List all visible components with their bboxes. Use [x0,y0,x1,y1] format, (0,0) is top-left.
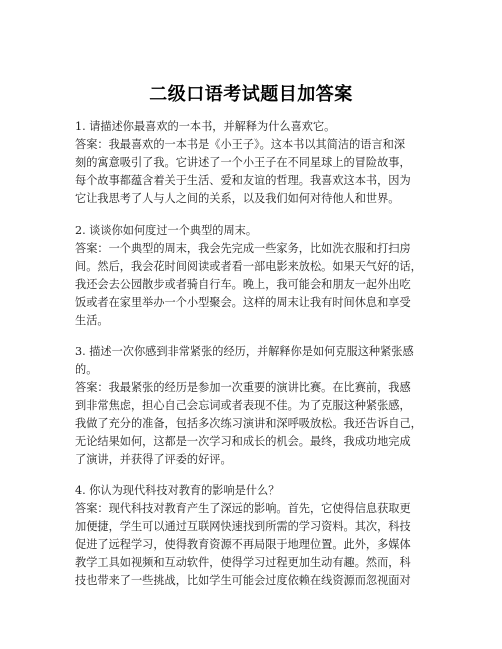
answer-line: 答案：一个典型的周末，我会先完成一些家务，比如洗衣服和打扫房 [75,242,411,255]
answer-line: 它让我思考了人与人之间的关系，以及我们如何对待他人和世界。 [75,192,400,205]
answer-line: 间。然后，我会花时间阅读或者看一部电影来放松。如果天气好的话， [75,260,422,273]
answer-line: 到非常焦虑，担心自己会忘词或者表现不佳。为了克服这种紧张感， [75,399,411,412]
answer-line: 技也带来了一些挑战，比如学生可能会过度依赖在线资源而忽视面对 [75,574,411,587]
answer-line: 饭或者在家里举办一个小型聚会。这样的周末让我有时间休息和享受 [75,296,411,309]
question-3 [75,343,445,469]
answer-line: 我做了充分的准备，包括多次练习演讲和深呼吸放松。我还告诉自己， [75,417,422,430]
answer-line: 每个故事都蕴含着关于生活、爱和友谊的哲理。我喜欢这本书，因为 [75,174,411,187]
answer-line: 刻的寓意吸引了我。它讲述了一个小王子在不同星球上的冒险故事， [75,156,411,169]
question-1-prompt: 1. 请描述你最喜欢的一本书，并解释为什么喜欢它。 [75,120,336,133]
question-3-prompt-cont: 的。 [75,363,98,376]
question-4-prompt: 4. 你认为现代科技对教育的影响是什么？ [75,484,280,497]
answer-line: 我还会去公园散步或者骑自行车。晚上，我可能会和朋友一起外出吃 [75,278,411,291]
answer-line: 促进了远程学习，使得教育资源不再局限于地理位置。此外，多媒体 [75,538,411,551]
question-2 [75,222,445,330]
question-3-prompt: 3. 描述一次你感到非常紧张的经历，并解释你是如何克服这种紧张感 [75,345,414,358]
answer-line: 生活。 [75,314,109,327]
answer-line: 答案：现代科技对教育产生了深远的影响。首先，它使得信息获取更 [75,502,411,515]
answer-line: 加便捷，学生可以通过互联网快速找到所需的学习资料。其次，科技 [75,520,411,533]
document-title: 二级口语考试题目加答案 [149,84,353,105]
question-4 [75,482,445,590]
answer-line: 教学工具如视频和互动软件，使得学习过程更加生动有趣。然而，科 [75,556,411,569]
answer-line: 了演讲，并获得了评委的好评。 [75,453,232,466]
question-2-prompt: 2. 谈谈你如何度过一个典型的周末。 [75,224,258,237]
answer-line: 无论结果如何，这都是一次学习和成长的机会。最终，我成功地完成 [75,435,411,448]
answer-line: 答案：我最紧张的经历是参加一次重要的演讲比赛。在比赛前，我感 [75,381,411,394]
question-1 [75,118,445,208]
answer-line: 答案：我最喜欢的一本书是《小王子》。这本书以其简洁的语言和深 [75,138,406,151]
